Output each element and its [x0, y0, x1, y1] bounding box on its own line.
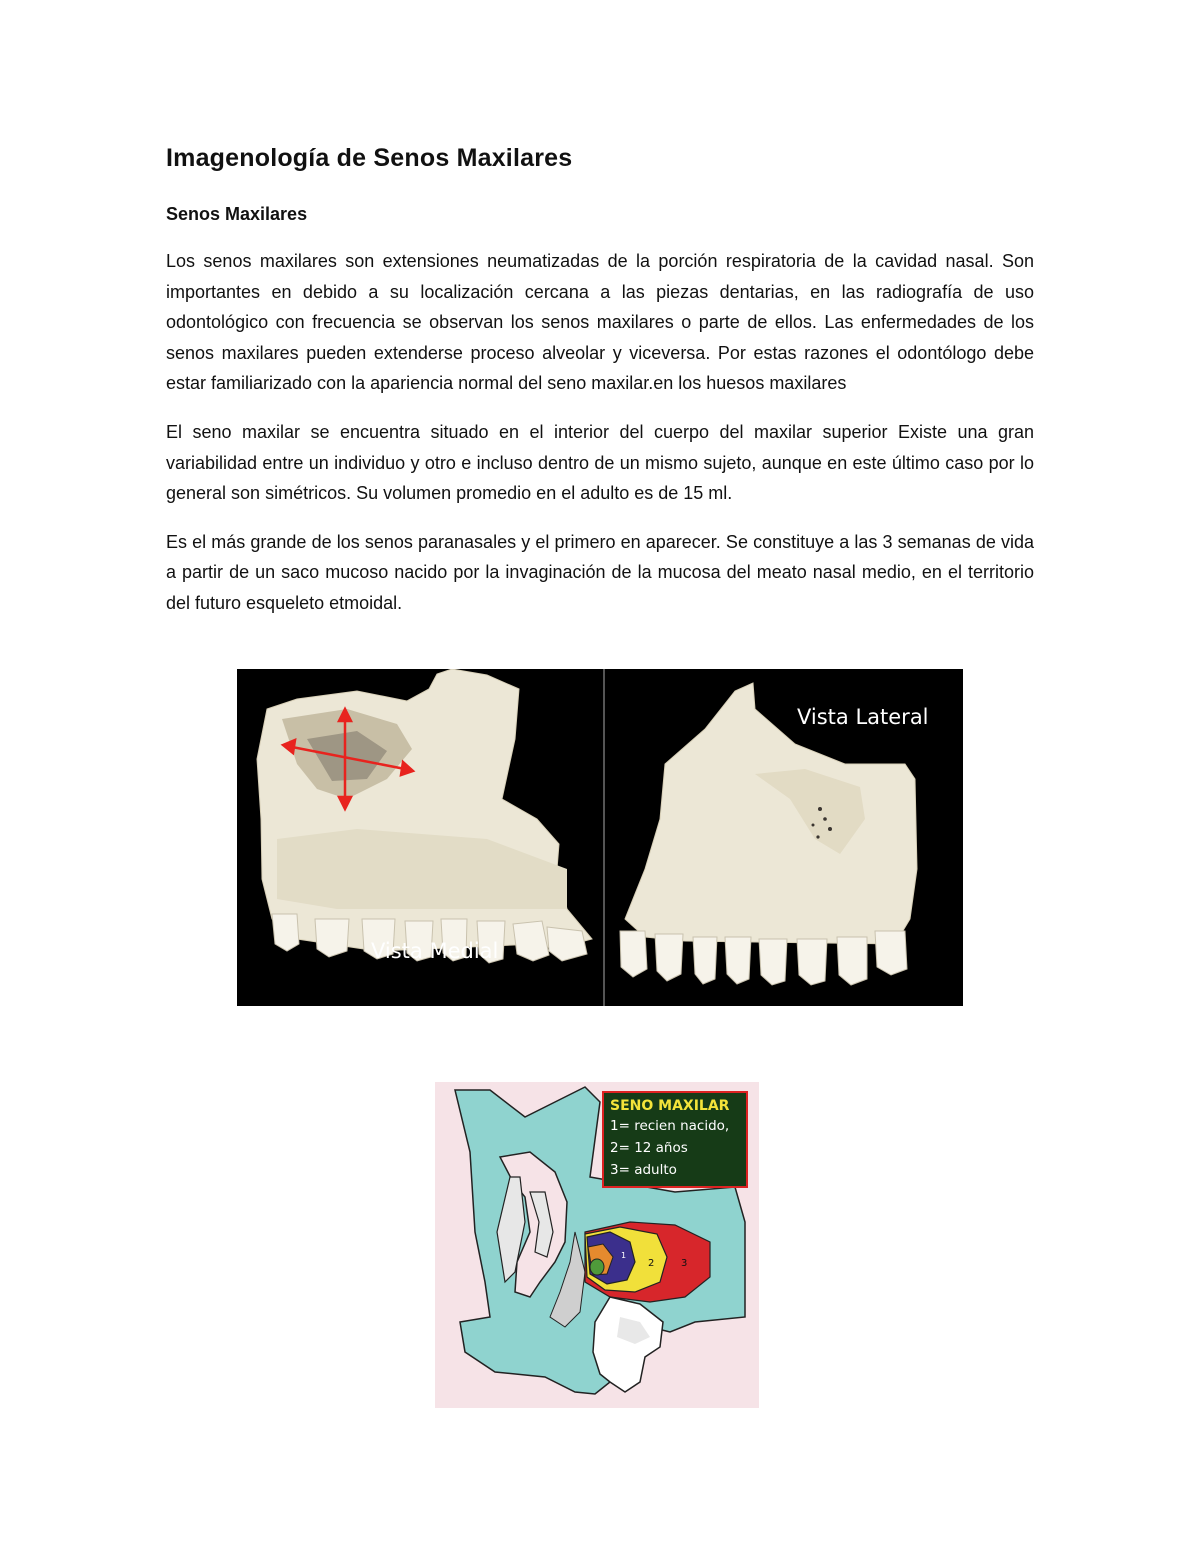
diagram-legend [602, 1091, 748, 1188]
sinus-development-diagram [435, 1082, 759, 1408]
legend-item-12-years: 2= 12 años [610, 1140, 688, 1156]
document-title: Imagenología de Senos Maxilares [166, 144, 573, 172]
legend-title: SENO MAXILAR [610, 1098, 730, 1114]
region-label-3: 3 [681, 1258, 688, 1269]
lateral-view-caption: Vista Lateral [797, 705, 929, 729]
legend-item-newborn: 1= recien nacido, [610, 1118, 730, 1134]
legend-item-adult: 3= adulto [610, 1162, 677, 1178]
lateral-view-panel [605, 669, 963, 1006]
document-body [166, 138, 1034, 619]
paragraph-1: Los senos maxilares son extensiones neumatizadas de la porción respiratoria de la cavidad nasal. Son importantes en debido a su localización cercana a las piezas dentarias, en las radiografía de uso odontológico con frecuencia se observan los senos maxilares o parte de ellos. Las enfermedades de los senos maxilares pueden extenderse proceso alveolar y viceversa. Por estas razones el odontólogo debe estar familiarizado con la apariencia normal del seno maxilar.en los huesos maxilares [166, 251, 1034, 394]
maxilla-photo-figure [237, 669, 963, 1006]
section-heading: Senos Maxilares [166, 204, 308, 224]
region-label-1: 1 [621, 1251, 627, 1260]
region-label-2: 2 [648, 1258, 655, 1269]
paragraph-2: El seno maxilar se encuentra situado en el interior del cuerpo del maxilar superior Existe una gran variabilidad entre un individuo y otro e incluso dentro de un mismo sujeto, aunque en este último caso por lo general son simétricos. Su volumen promedio en el adulto es de 15 ml. [166, 421, 1034, 504]
medial-view-panel [237, 669, 603, 1006]
paragraph-3: Es el más grande de los senos paranasales y el primero en aparecer. Se constituye a las 3 semanas de vida a partir de un saco mucoso nacido por la invaginación de la mucosa del meato nasal medio, en el territorio del futuro esqueleto etmoidal. [166, 531, 1034, 613]
medial-view-caption: Vista Medial [371, 939, 499, 963]
